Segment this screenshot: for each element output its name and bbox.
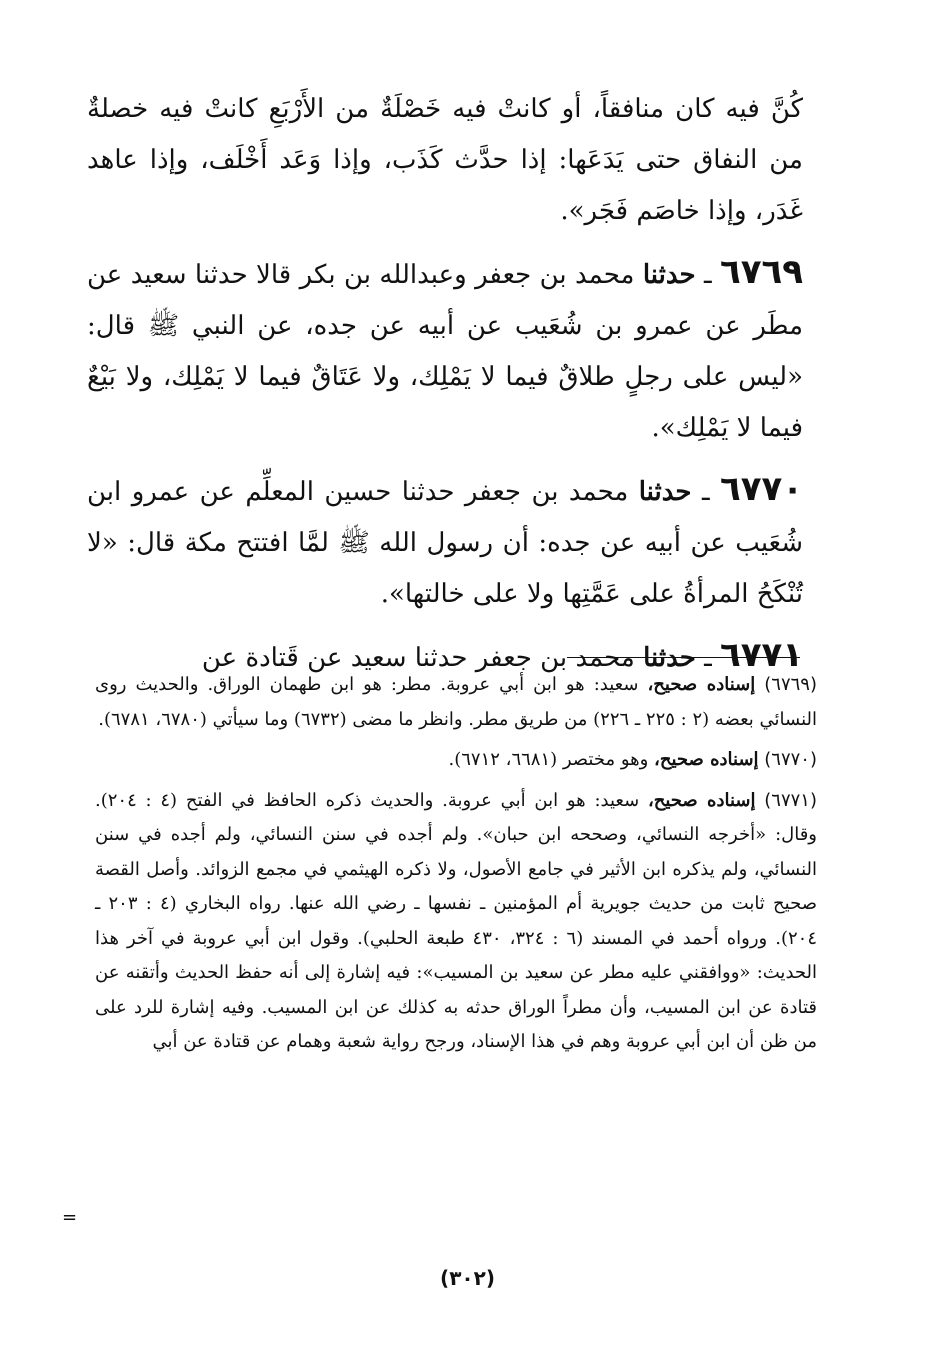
footnote-6771 xyxy=(95,784,817,1060)
hadith-number: ٦٧٧١ xyxy=(719,635,803,675)
text-continuation: كُنَّ فيه كان منافقاً، أو كانتْ فيه خَصْلَةٌ من الأَرْبَعِ كانتْ فيه خصلةٌ من النفاق حتى يَدَعَها: إذا حدَّث كَذَب، وإذا وَعَد أَخْلَف، وإذا عاهد غَدَر، وإذا خاصَم فَجَر». xyxy=(87,94,803,226)
footnote-lead: إسناده صحيح، xyxy=(647,789,756,811)
continuation-mark: = xyxy=(62,1207,78,1228)
hadith-lead: حدثنا xyxy=(643,643,696,673)
hadith-text: محمد بن جعفر حدثنا سعيد عن قَتادة عن xyxy=(201,643,635,673)
hadith-number: ٦٧٦٩ xyxy=(720,252,804,292)
hadith-lead: حدثنا xyxy=(642,260,696,290)
footnote-6770 xyxy=(95,743,817,778)
footnote-separator xyxy=(567,657,800,658)
main-text xyxy=(87,84,803,684)
footnote-text: وهو مختصر (٦٦٨١، ٦٧١٢). xyxy=(448,749,649,770)
footnote-lead: إسناده صحيح، xyxy=(647,674,756,695)
hadith-number: ٦٧٧٠ xyxy=(720,469,804,509)
hadith-6770 xyxy=(87,464,803,620)
page-number: (٣٠٢) xyxy=(440,1266,495,1290)
footnote-number: (٦٧٦٩) xyxy=(764,674,817,695)
hadith-6769 xyxy=(87,247,803,454)
footnote-number: (٦٧٧٠) xyxy=(764,749,817,770)
footnote-text: سعيد: هو ابن أبي عروبة. مطر: هو ابن طهمان الوراق. والحديث روى النسائي بعضه (٢ : ٢٢٥ ـ ٢٢٦) من طريق مطر. وانظر ما مضى (٦٧٣٢) وما سيأتي (٦٧٨٠، ٦٧٨١). xyxy=(95,674,817,730)
hadith-text: محمد بن جعفر حدثنا حسين المعلِّم عن عمرو ابن شُعَيب عن أبيه عن جده: أن رسول الله ﷺ لمَّا افتتح مكة قال: «لا تُنْكَحُ المرأةُ على عَمَّتِها ولا على خالتها». xyxy=(87,477,803,609)
footnote-6769 xyxy=(95,668,817,737)
hadith-text: محمد بن جعفر وعبدالله بن بكر قالا حدثنا سعيد عن مطَر عن عمرو بن شُعَيب عن أبيه عن جده، عن النبي ﷺ قال: «ليس على رجلٍ طلاقٌ فيما لا يَمْلِك، ولا عَتَاقٌ فيما لا يَمْلِك، ولا بَيْعٌ فيما لا يَمْلِك». xyxy=(87,260,803,443)
footnote-text: سعيد: هو ابن أبي عروبة. والحديث ذكره الحافظ في الفتح (٤ : ٢٠٤). وقال: «أخرجه النسائي، وصححه ابن حبان». ولم أجده في سنن النسائي، ولم أجده في سنن النسائي، ولم يذكره ابن الأثير في جامع الأصول، ولا ذكره الهيثمي في مجمع الزوائد. وأصل القصة صحيح ثابت من حديث جويرية أم المؤمنين ـ نفسها ـ رضي الله عنها. رواه البخاري (٤ : ٢٠٣ ـ ٢٠٤). ورواه أحمد في المسند (٦ : ٣٢٤، ٤٣٠ طبعة الحلبي). وقول ابن أبي عروبة في آخر هذا الحديث: «ووافقني عليه مطر عن سعيد بن المسيب»: فيه إشارة إلى أنه حفظ الحديث وأتقنه عن قتادة عن ابن المسيب، وأن مطراً الوراق حدثه به كذلك عن ابن المسيب. وفيه إشارة للرد على من ظن أن ابن أبي عروبة وهم في هذا الإسناد، ورجح رواية شعبة وهمام عن قتادة عن أبي xyxy=(95,789,817,1052)
hadith-lead: حدثنا xyxy=(638,477,692,507)
hadith-dash: ـ xyxy=(703,260,712,290)
footnotes xyxy=(95,668,817,1066)
footnote-lead: إسناده صحيح، xyxy=(654,749,759,770)
hadith-dash: ـ xyxy=(701,477,710,507)
hadith-dash: ـ xyxy=(704,643,712,673)
footnote-number: (٦٧٧١) xyxy=(764,789,817,811)
